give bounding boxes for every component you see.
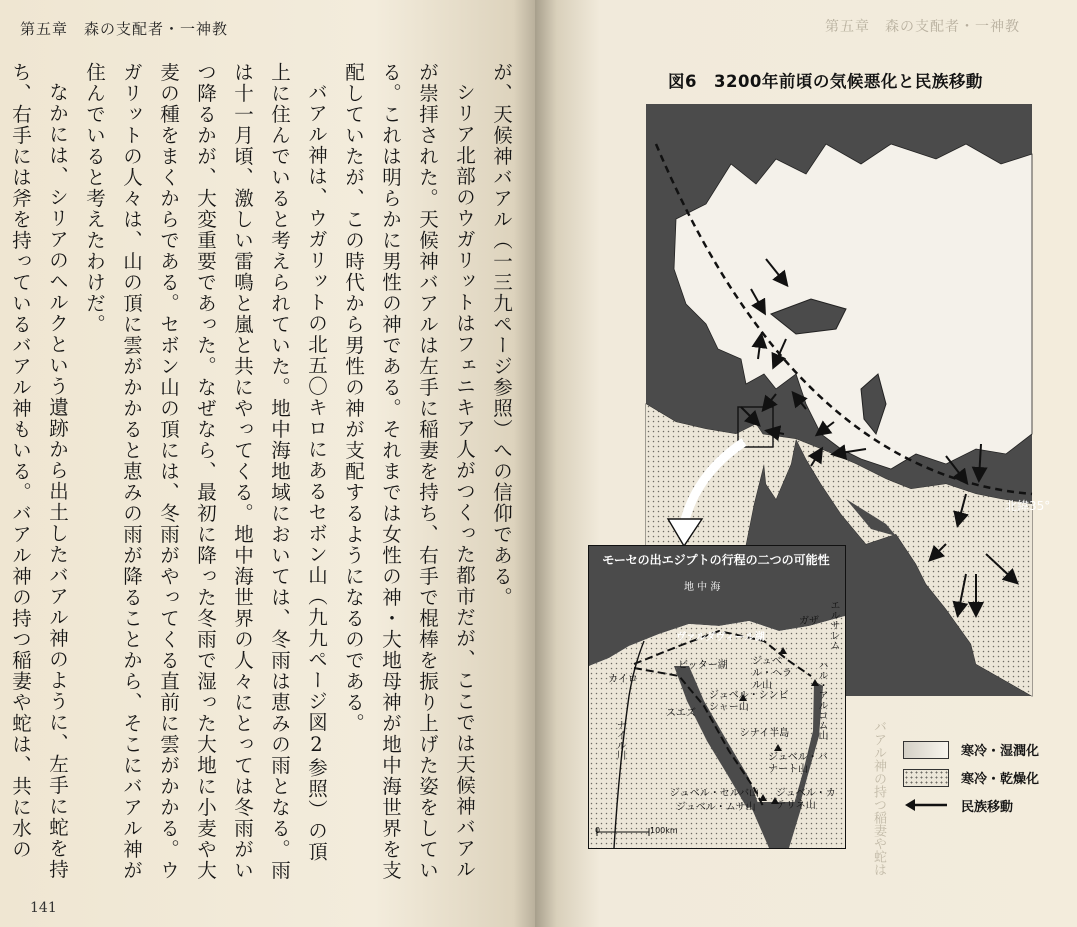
label-jebel-serbal: ジュベル・セルバ山 (670, 788, 760, 799)
label-jerusalem: エルサレム (828, 600, 839, 650)
label-har-harkom: ハル・アルコム山 (816, 660, 827, 740)
label-suez: スエズ (666, 708, 696, 719)
scale-km: 100km (650, 826, 678, 835)
label-jebel-banat: ジュベル・バナート山 (768, 752, 828, 775)
label-jebel-helal: ジュベル・ヘラル山 (752, 656, 792, 691)
arrow-icon (903, 795, 949, 815)
legend-swatch-dry (903, 769, 949, 787)
legend-label: 寒冷・湿潤化 (961, 744, 1040, 759)
inset-title: モーセの出エジプトの行程の二つの可能性 (602, 553, 830, 567)
label-jebel-katherina: ジュベル・カテリネ山 (776, 788, 836, 811)
label-gaza: ガザ (799, 616, 819, 627)
legend-item-dry (903, 766, 1073, 788)
legend-item-humid (903, 738, 1073, 760)
legend-label: 寒冷・乾燥化 (961, 772, 1040, 787)
label-sinai-peninsula: シナイ半島 (740, 728, 790, 739)
label-jebel-sinbisha: ジュベル・シンビシャー山 (709, 690, 789, 713)
running-head: 第五章 森の支配者・一神教 (20, 20, 229, 38)
legend-item-migration (903, 794, 1073, 816)
bleed-through-header: 第五章 森の支配者・一神教 (825, 19, 1020, 35)
paragraph: が、天候神バアル（一三九ページ参照）への信仰である。 (490, 62, 513, 608)
page-number: 141 (30, 900, 57, 916)
label-nile-river: ナイル川 (614, 720, 625, 760)
figure-title: 図6 3200年前頃の気候悪化と民族移動 (668, 72, 983, 91)
label-bitter-lake: ビッター湖 (678, 660, 728, 671)
label-cairo: カイロ (608, 674, 638, 685)
body-text (9, 62, 520, 882)
paragraph: バアル神は、ウガリットの北五〇キロにあるセボン山（九九ページ図2参照）の頂上に住んでいると考えられていた。地中海地域においては、冬雨は恵みの雨となる。雨は十一月頃、激しい雷鳴と嵐と共にやってくる。地中海世界の人々にとっては冬雨がいつ降るかが、大変重要であった。なぜなら、最初に降った冬雨で湿った大地に小麦や大麦の種をまくからである。セボン山の頂には、冬雨がやってくる直前に雲がかかる。ウガリットの人々は、山の頂に雲がかかると恵みの雨が降ることから、そこにバアル神が住んでいると考えたわけだ。 (83, 62, 328, 881)
legend-swatch-humid (903, 741, 949, 759)
bleed-through-text: バアル神の持つ稲妻や蛇は (871, 720, 886, 876)
paragraph: シリア北部のウガリットはフェニキア人がつくった都市だが、ここでは天候神バアルが崇拝された。天候神バアルは左手に稲妻を持ち、右手で棍棒を振り上げた姿をしている。これは明らかに男性の神である。それまでは女性の神・大地母神が地中海世界を支配していたが、この時代から男性の神が支配するようになるのである。 (342, 62, 476, 881)
paragraph: なかには、シリアのヘルクという遺跡から出土したバアル神のように、左手に蛇を持ち、右手には斧を持っているバアル神もいる。バアル神の持つ稲妻や蛇は、共に水の (9, 62, 69, 880)
label-mediterranean: 地 中 海 (684, 582, 721, 593)
left-page (0, 0, 535, 927)
label-bardawil-lake: ヴァルダヴィール湖 (676, 632, 765, 643)
scale-zero: 0 (595, 826, 601, 835)
legend-label: 民族移動 (961, 800, 1014, 815)
latitude-label: 北緯35° (1005, 499, 1051, 513)
label-jebel-musa: ジュベル・ムサ山 (676, 802, 756, 813)
